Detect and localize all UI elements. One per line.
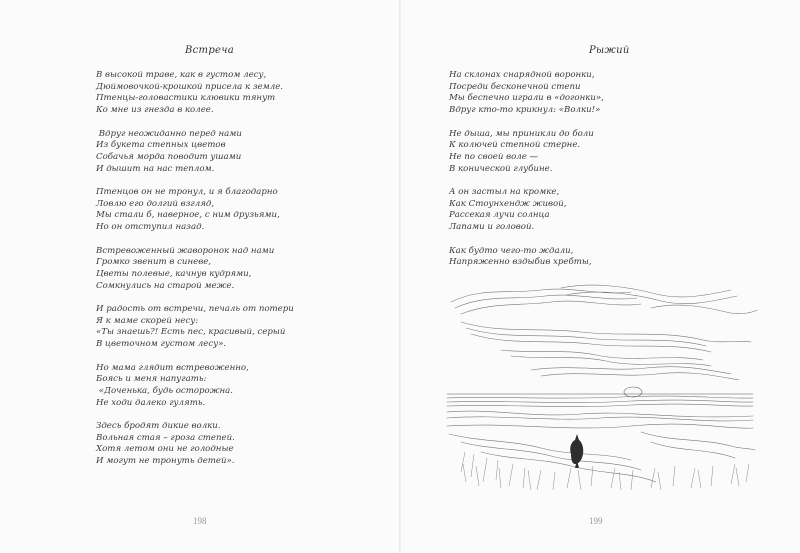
poem-line: Сомкнулись на старой меже. <box>96 280 235 291</box>
poem-line: Но он отступил назад. <box>96 222 205 233</box>
poem-line: «Доченька, будь осторожна. <box>96 385 233 396</box>
poem-line: Хотя летом они не голодные <box>96 444 234 455</box>
poem-line: Ловлю его долгий взгляд, <box>96 198 215 209</box>
poem-line: «Ты знаешь?! Есть пес, красивый, серый <box>96 327 286 338</box>
poem-line: Ко мне из гнезда в колее. <box>96 105 214 116</box>
poem-line: Цветы полевые, качнув кудрями, <box>96 268 252 279</box>
poem-line: К колючей степной стерне. <box>449 140 581 151</box>
poem-line: И могут не тронуть детей». <box>96 456 235 467</box>
poem-line: Не дыша, мы приникли до боли <box>449 128 594 139</box>
poem-line: Мы стали б, наверное, с ним друзьями, <box>96 210 280 221</box>
poem-stanza <box>449 129 604 176</box>
poem-line: На склонах снарядной воронки, <box>449 70 595 80</box>
poem-stanza <box>96 304 294 351</box>
poem-line: В цветочном густом лесу». <box>96 339 227 350</box>
page-number: 198 <box>193 516 207 526</box>
poem-line: И дышит на нас теплом. <box>96 163 215 174</box>
poem-line: Посреди бесконечной степи <box>449 81 581 92</box>
poem-line: Как Стоунхендж живой, <box>449 198 567 209</box>
poem-stanza <box>96 246 294 293</box>
poem-stanza <box>96 129 294 176</box>
poem-line: Вольная стая – гроза степей. <box>96 432 235 443</box>
poem-line: В высокой траве, как в густом лесу, <box>96 70 267 80</box>
poem-stanza <box>449 246 604 269</box>
poem-line: Встревоженный жаворонок над нами <box>96 245 275 256</box>
poem-stanza <box>449 70 604 117</box>
poem-line: Дюймовочкой-крошкой присела к земле. <box>96 81 284 92</box>
poem-line: Лапами и головой. <box>449 222 535 233</box>
poem-line: Я к маме скорей несу: <box>96 315 199 326</box>
steppe-wolf-sketch-icon <box>441 282 759 492</box>
poem-line: А он застыл на кромке, <box>449 187 560 197</box>
poem-line: Громко звенит в синеве, <box>96 257 212 268</box>
poem-line: Не по своей воле — <box>449 151 539 162</box>
poem-line: Не ходи далеко гулять. <box>96 397 206 408</box>
poem-line: В конической глубине. <box>449 163 553 174</box>
poem-line: Собачья морда поводит ушами <box>96 151 242 162</box>
poem-body <box>449 70 604 281</box>
poem-line: Рассекая лучи солнца <box>449 210 550 221</box>
poem-line: Птенцы-головастики клювики тянут <box>96 93 276 104</box>
poem-stanza <box>96 363 294 410</box>
poem-stanza <box>96 70 294 117</box>
poem-stanza <box>449 187 604 234</box>
poem-line: Вдруг неожиданно перед нами <box>96 128 242 139</box>
poem-stanza <box>96 421 294 468</box>
poem-line: Боясь и меня напугать: <box>96 374 207 385</box>
poem-line: Из букета степных цветов <box>96 140 226 151</box>
right-page <box>401 0 800 553</box>
poem-line: Как будто чего-то ждали, <box>449 245 574 256</box>
poem-title: Рыжий <box>589 45 630 56</box>
poem-line: Напряженно вздыбив хребты, <box>449 257 592 268</box>
poem-title: Встреча <box>185 45 235 56</box>
poem-line: Вдруг кто-то крикнул: «Волки!» <box>449 105 601 116</box>
poem-body <box>96 70 294 480</box>
poem-stanza <box>96 187 294 234</box>
page-number: 199 <box>589 516 603 526</box>
poem-line: Здесь бродят дикие волки. <box>96 421 221 431</box>
poem-line: Мы беспечно играли в «догонки», <box>449 93 604 104</box>
poem-line: И радость от встречи, печаль от потери <box>96 304 294 314</box>
left-page <box>0 0 399 553</box>
poem-line: Птенцов он не тронул, и я благодарно <box>96 187 278 197</box>
poem-line: Но мама глядит встревоженно, <box>96 362 249 373</box>
